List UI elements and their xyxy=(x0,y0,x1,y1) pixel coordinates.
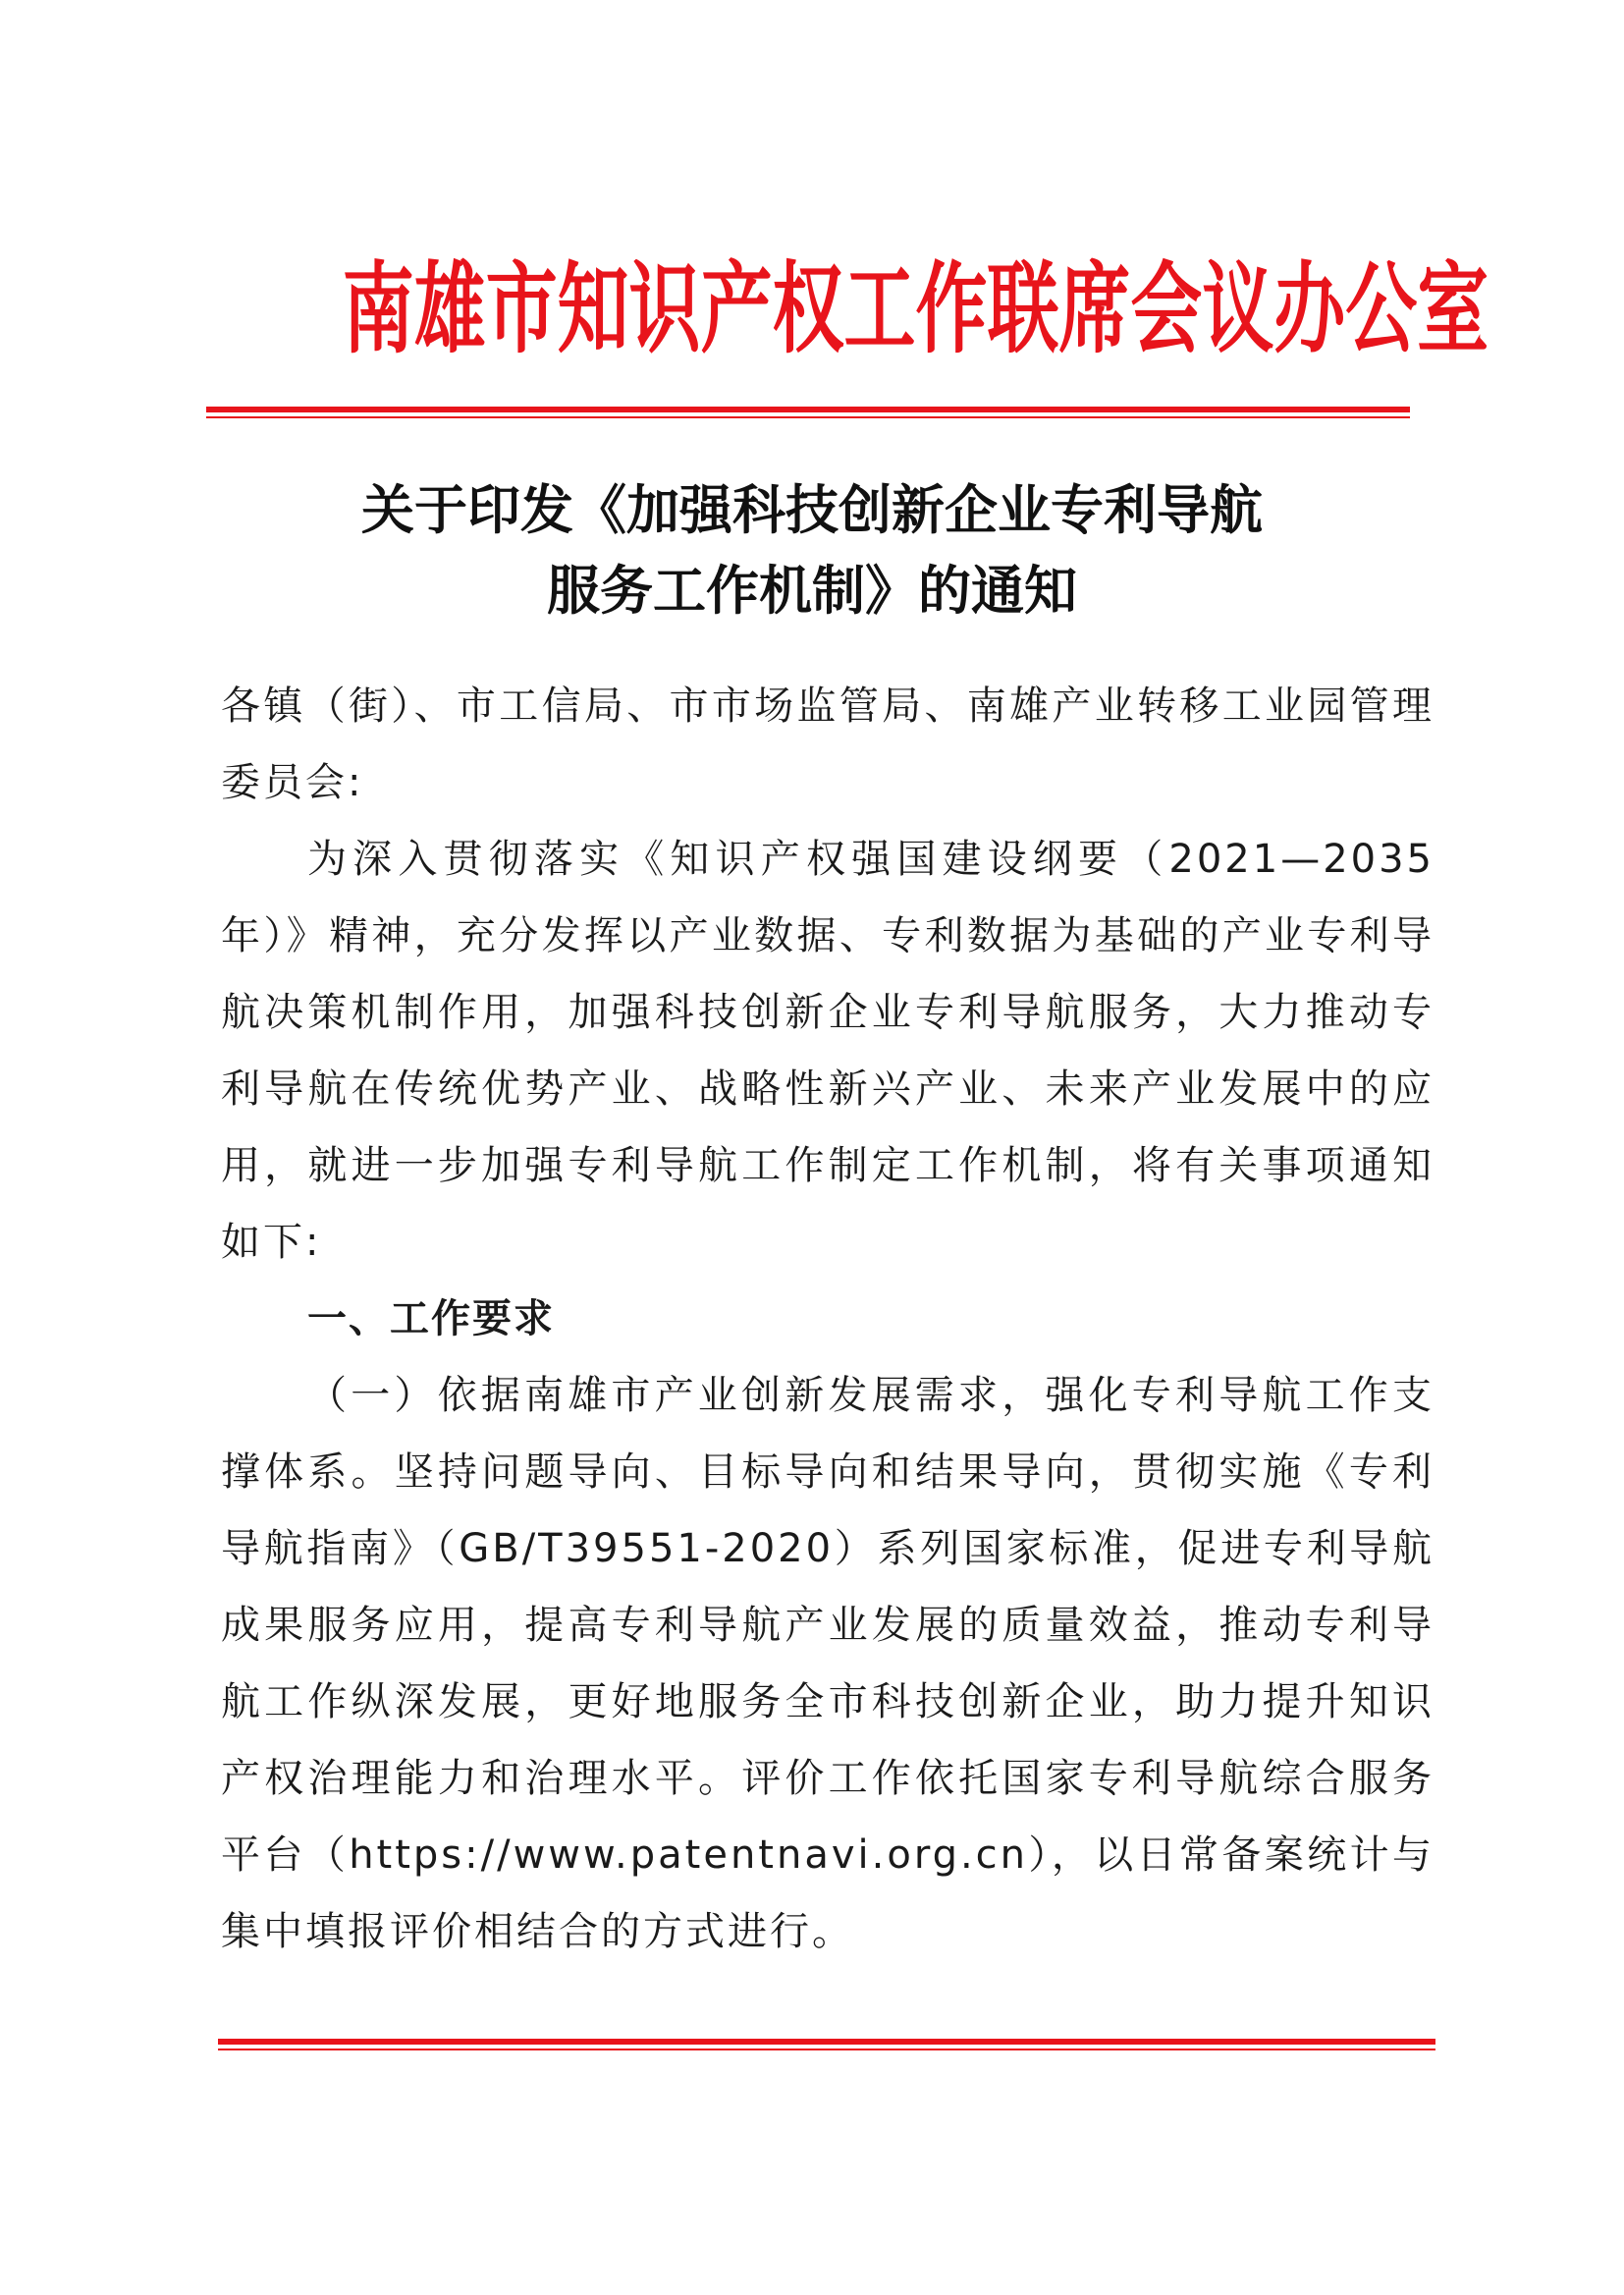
document-body xyxy=(221,668,1435,1970)
addressee: 各镇（街）、市工信局、市市场监管局、南雄产业转移工业园管理委员会: xyxy=(221,683,1435,805)
top-divider-thin xyxy=(206,416,1410,418)
bottom-divider-thin xyxy=(218,2049,1435,2050)
section-paragraph: （一）依据南雄市产业创新发展需求，强化专利导航工作支撑体系。坚持问题导向、目标导向和结果导向，贯彻实施《专利导航指南》（GB/T39551-2020）系列国家标准，促进专利导航成果服务应用，提高专利导航产业发展的质量效益，推动专利导航工作纵深发展，更好地服务全市科技创新企业，助力提升知识产权治理能力和治理水平。评价工作依托国家专利导航综合服务平台（https://www.patentnavi.org.cn），以日常备案统计与集中填报评价相结合的方式进行。 xyxy=(221,1373,1435,1954)
letterhead-title: 南雄市知识产权工作联席会议办公室 xyxy=(342,250,1489,367)
bottom-divider-thick xyxy=(218,2039,1435,2045)
title-line-2: 服务工作机制》的通知 xyxy=(547,559,1077,622)
document-title xyxy=(196,469,1428,630)
title-line-1: 关于印发《加强科技创新企业专利导航 xyxy=(361,478,1263,541)
top-divider-thick xyxy=(206,407,1410,412)
section-heading: 一、工作要求 xyxy=(307,1296,555,1341)
intro-paragraph: 为深入贯彻落实《知识产权强国建设纲要（2021—2035年）》精神，充分发挥以产业数据、专利数据为基础的产业专利导航决策机制作用，加强科技创新企业专利导航服务，大力推动专利导航在传统优势产业、战略性新兴产业、未来产业发展中的应用，就进一步加强专利导航工作制定工作机制，将有关事项通知如下: xyxy=(221,837,1435,1265)
